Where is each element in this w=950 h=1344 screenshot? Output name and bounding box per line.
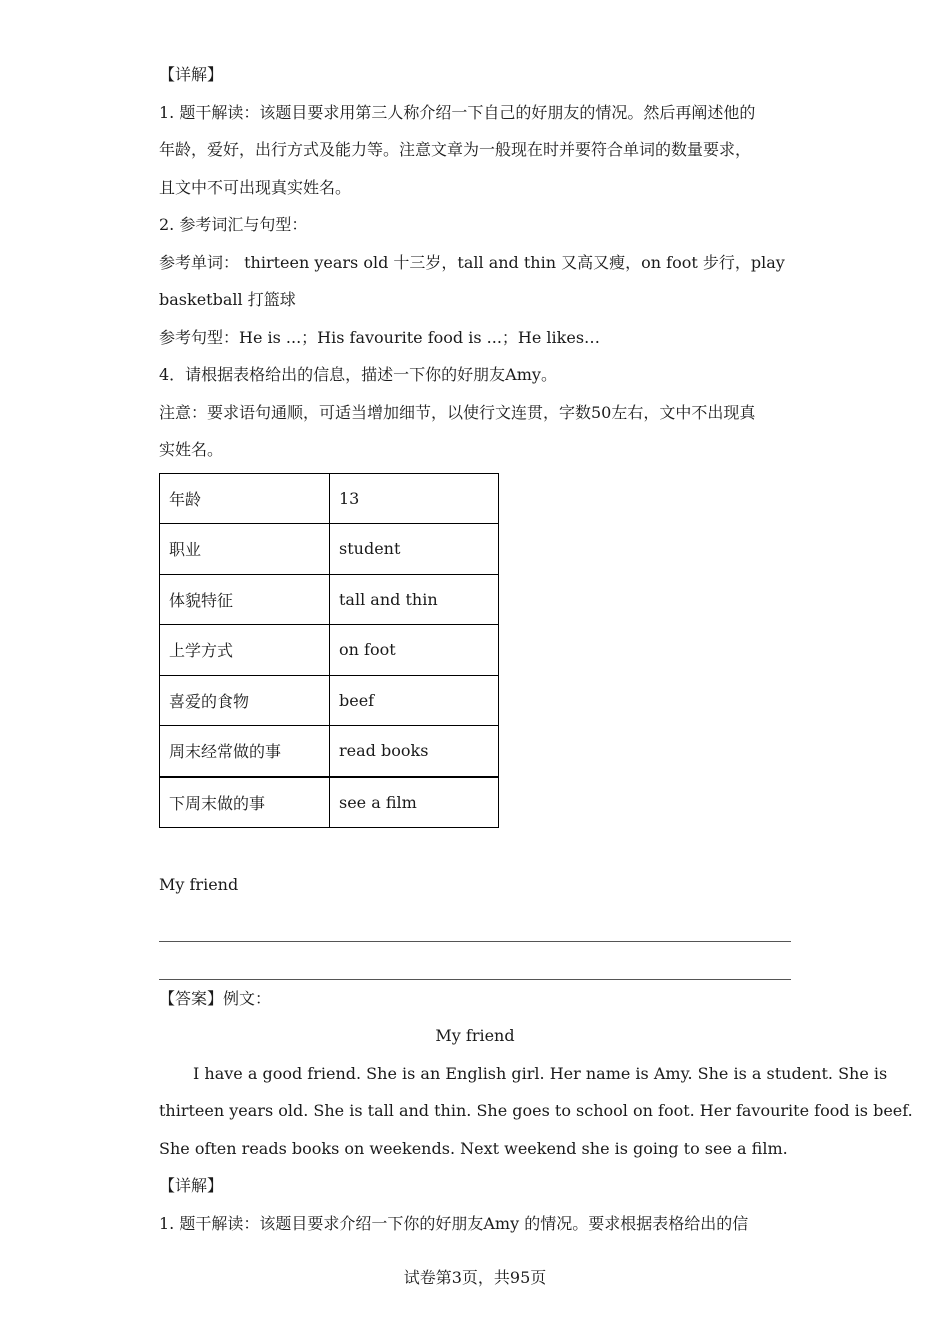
table-row (160, 777, 499, 828)
table-value: see a film (330, 777, 499, 828)
essay-line2: thirteen years old. She is tall and thin. She goes to school on foot. Her favourite food is beef. (159, 1101, 913, 1120)
table-label: 职业 (160, 524, 330, 575)
explain-heading: 【详解】 (159, 65, 224, 84)
reference-sentences: 参考句型：He is ...；His favourite food is ...；He likes… (159, 327, 601, 347)
page-footer: 试卷第3页，共95页 (403, 1268, 547, 1287)
table-label: 上学方式 (160, 625, 330, 676)
explain-item1-line3: 且文中不可出现真实姓名。 (159, 177, 352, 197)
table-row (160, 625, 499, 676)
essay-line1: I have a good friend. She is an English girl. Her name is Amy. She is a student. She is (193, 1063, 888, 1083)
table-label: 年龄 (160, 473, 330, 524)
table-value: tall and thin (330, 574, 499, 625)
table-row (160, 675, 499, 726)
essay-title: My friend (435, 1026, 515, 1045)
question-4-note-line1: 注意：要求语句通顺，可适当增加细节，以使行文连贯，字数50左右，文中不出现真 (159, 402, 756, 422)
table-row (160, 574, 499, 625)
table-value: read books (330, 726, 499, 777)
essay-line3: She often reads books on weekends. Next weekend she is going to see a film. (159, 1138, 788, 1158)
table-row (160, 524, 499, 575)
question-4-prompt: 4．请根据表格给出的信息，描述一下你的好朋友Amy。 (159, 365, 557, 384)
explain-item2: 2. 参考词汇与句型： (159, 215, 308, 234)
table-value: on foot (330, 625, 499, 676)
table-label: 下周末做的事 (160, 777, 330, 828)
reference-words-line2: basketball 打篮球 (159, 290, 296, 309)
answer-heading: 【答案】例文： (159, 988, 272, 1008)
info-table (159, 473, 499, 829)
explain-item1-line2: 年龄，爱好，出行方式及能力等。注意文章为一般现在时并要符合单词的数量要求， (159, 140, 752, 159)
table-value: 13 (330, 473, 499, 524)
reference-words-line1: 参考单词： thirteen years old 十三岁，tall and thin 又高又瘦，on foot 步行，play (159, 252, 785, 272)
table-row (160, 726, 499, 777)
explain2-heading: 【详解】 (159, 1176, 224, 1195)
table-value: beef (330, 675, 499, 726)
answer-blank-line (159, 942, 791, 980)
document-page (159, 56, 913, 1242)
spacer (159, 828, 791, 866)
table-value: student (330, 524, 499, 575)
question-4-note-line2: 实姓名。 (159, 440, 224, 459)
writing-title: My friend (159, 875, 239, 894)
table-label: 周末经常做的事 (160, 726, 330, 777)
table-label: 喜爱的食物 (160, 675, 330, 726)
table-row (160, 473, 499, 524)
explain-item1-line1: 1. 题干解读：该题目要求用第三人称介绍一下自己的好朋友的情况。然后再阐述他的 (159, 102, 756, 122)
explain2-item1-line1: 1. 题干解读：该题目要求介绍一下你的好朋友Amy 的情况。要求根据表格给出的信 (159, 1213, 749, 1233)
answer-blank-line (159, 904, 791, 942)
table-label: 体貌特征 (160, 574, 330, 625)
